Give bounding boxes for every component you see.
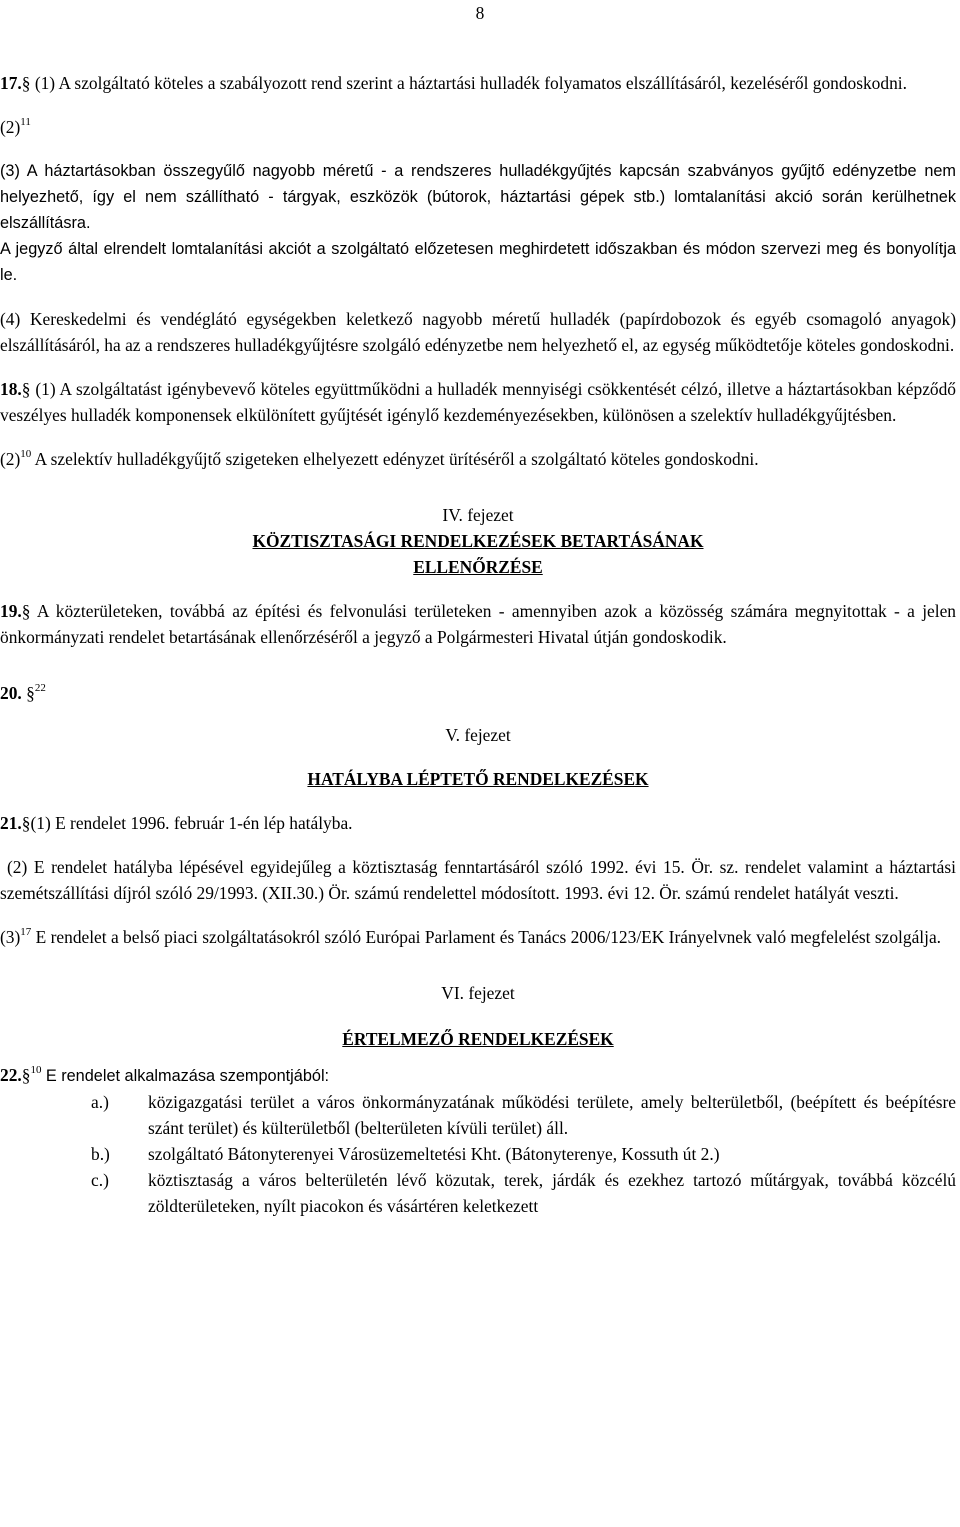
section-17-paragraph-3a: (3) A háztartásokban összegyűlő nagyobb méretű - a rendszeres hulladékgyűjtés kapcsán szabványos gyűjtő edényzetbe nem helyezhető, így el nem szállítható - tárgyak, eszközök (bútorok, háztartási gépek stb.) lomtalanítási akció során kerülhetnek elszállításra. [0,162,956,232]
section-21-paragraph-1: 21.§(1) E rendelet 1996. február 1-én lép hatályba. [0,810,956,836]
section-17-text: (1) A szolgáltató köteles a szabályozott rend szerint a háztartási hulladék folyamatos elszállításáról, kezeléséről gondoskodni. [34,73,907,93]
section-21-number: 21. [0,813,22,833]
definition-label: c.) [91,1170,109,1190]
chapter-6-title: ÉRTELMEZŐ RENDELKEZÉSEK [342,1029,614,1049]
section-17-paragraph-2: $(2)^{11}$ [0,116,31,137]
footnote-ref: 17 [20,926,32,938]
section-18-number: 18. [0,379,22,399]
chapter-6-label: VI. fejezet [441,983,515,1003]
section-21-paragraph-3: $(3)^{17}$ E rendelet a belső piaci szolgáltatásokról szóló Európai Parlament és Tanács 2006/123/EK Irányelvnek való megfelelést szolgálja. [0,926,942,947]
footnote-ref: 11 [20,116,31,128]
definition-item-b [0,1141,956,1167]
section-sign: § [21,73,31,93]
section-18-paragraph-2: $(2)^{10}$ A szelektív hulladékgyűjtő szigeteken elhelyezett edényzet ürítéséről a szolgáltató köteles gondoskodni. [0,448,759,469]
section-sign: § [21,1065,31,1085]
chapter-4-title-line-1: KÖZTISZTASÁGI RENDELKEZÉSEK BETARTÁSÁNAK [252,531,704,551]
section-17-paragraph-4: (4) Kereskedelmi és vendéglátó egységekben keletkező nagyobb méretű hulladék (papírdobozok és egyéb csomagoló anyagok) elszállításáról, ha az a rendszeres hulladékgyűjtésre szolgáló edényzetbe nem helyezhető el, az egység működtetője köteles gondoskodni. [0,309,956,355]
section-22-intro: 22.§$^{10}$ E rendelet alkalmazása szempontjából: [0,1062,956,1089]
footnote-ref: 22 [34,682,46,694]
section-18-paragraph-1: 18.§ (1) A szolgáltatást igénybevevő köteles együttműködni a hulladék mennyiségi csökkentését célzó, illetve a háztartásokban képződő veszélyes hulladék komponensek elkülönített gyűjtését igénylő kezdeményezésekben, különösen a szelektív hulladékgyűjtésben. [0,376,956,428]
section-sign: § [26,683,35,703]
section-20-paragraph [0,680,956,706]
definition-text: közigazgatási terület a város önkormányzatának működési területe, amely belterületből, (beépített és beépítésre szánt terület) és külterületből (belterületen kívüli terület) áll. [148,1092,956,1138]
chapter-4-title-line-2: ELLENŐRZÉSE [413,557,543,577]
chapter-5-title: HATÁLYBA LÉPTETŐ RENDELKEZÉSEK [307,769,649,789]
definition-text: szolgáltató Bátonyterenyei Városüzemeltetési Kht. (Bátonyterenye, Kossuth út 2.) [148,1144,720,1164]
definition-item-c [0,1167,956,1219]
footnote-ref: 10 [30,1064,42,1076]
section-sign: § [21,601,31,621]
section-19-number: 19. [0,601,22,621]
footnote-ref: 10 [20,448,32,460]
chapter-4-label: IV. fejezet [442,505,514,525]
section-sign: § [21,813,31,833]
section-20-number: 20. [0,683,22,703]
definition-label: a.) [91,1092,109,1112]
definition-label: b.) [91,1144,110,1164]
definition-text: köztisztaság a város belterületén lévő közutak, terek, járdák és ezekhez tartozó műtárgyak, továbbá közcélú zöldterületeken, nyílt piacokon és vásártéren keletkezett [148,1170,956,1216]
section-17-number: 17. [0,73,22,93]
section-sign: § [21,379,31,399]
definition-item-a [0,1089,956,1141]
section-21-paragraph-2: (2) E rendelet hatályba lépésével egyidejűleg a köztisztaság fenntartásáról szóló 1992. évi 15. Ör. sz. rendelet valamint a háztartási szemétszállítási díjról szóló 29/1993. (XII.30.) Ör. számú rendelettel módosított. 1993. évi 12. Ör. számú rendelet hatályát veszti. [0,857,956,903]
section-17-paragraph-1 [0,70,956,96]
section-17-paragraph-3b: A jegyző által elrendelt lomtalanítási akciót a szolgáltató előzetesen meghirdetett időszakban és módon szervezi meg és bonyolítja le. [0,240,956,284]
chapter-5-label: V. fejezet [445,725,511,745]
section-22-number: 22. [0,1065,22,1085]
section-19-paragraph: 19.§ A közterületeken, továbbá az építési és felvonulási területeken - amennyiben azok a közösség számára megnyitottak - a jelen önkormányzati rendelet betartásának ellenőrzéséről a jegyző a Polgármesteri Hivatal útján gondoskodik. [0,598,956,650]
document-body [0,70,956,1219]
page-number: 8 [475,3,485,23]
